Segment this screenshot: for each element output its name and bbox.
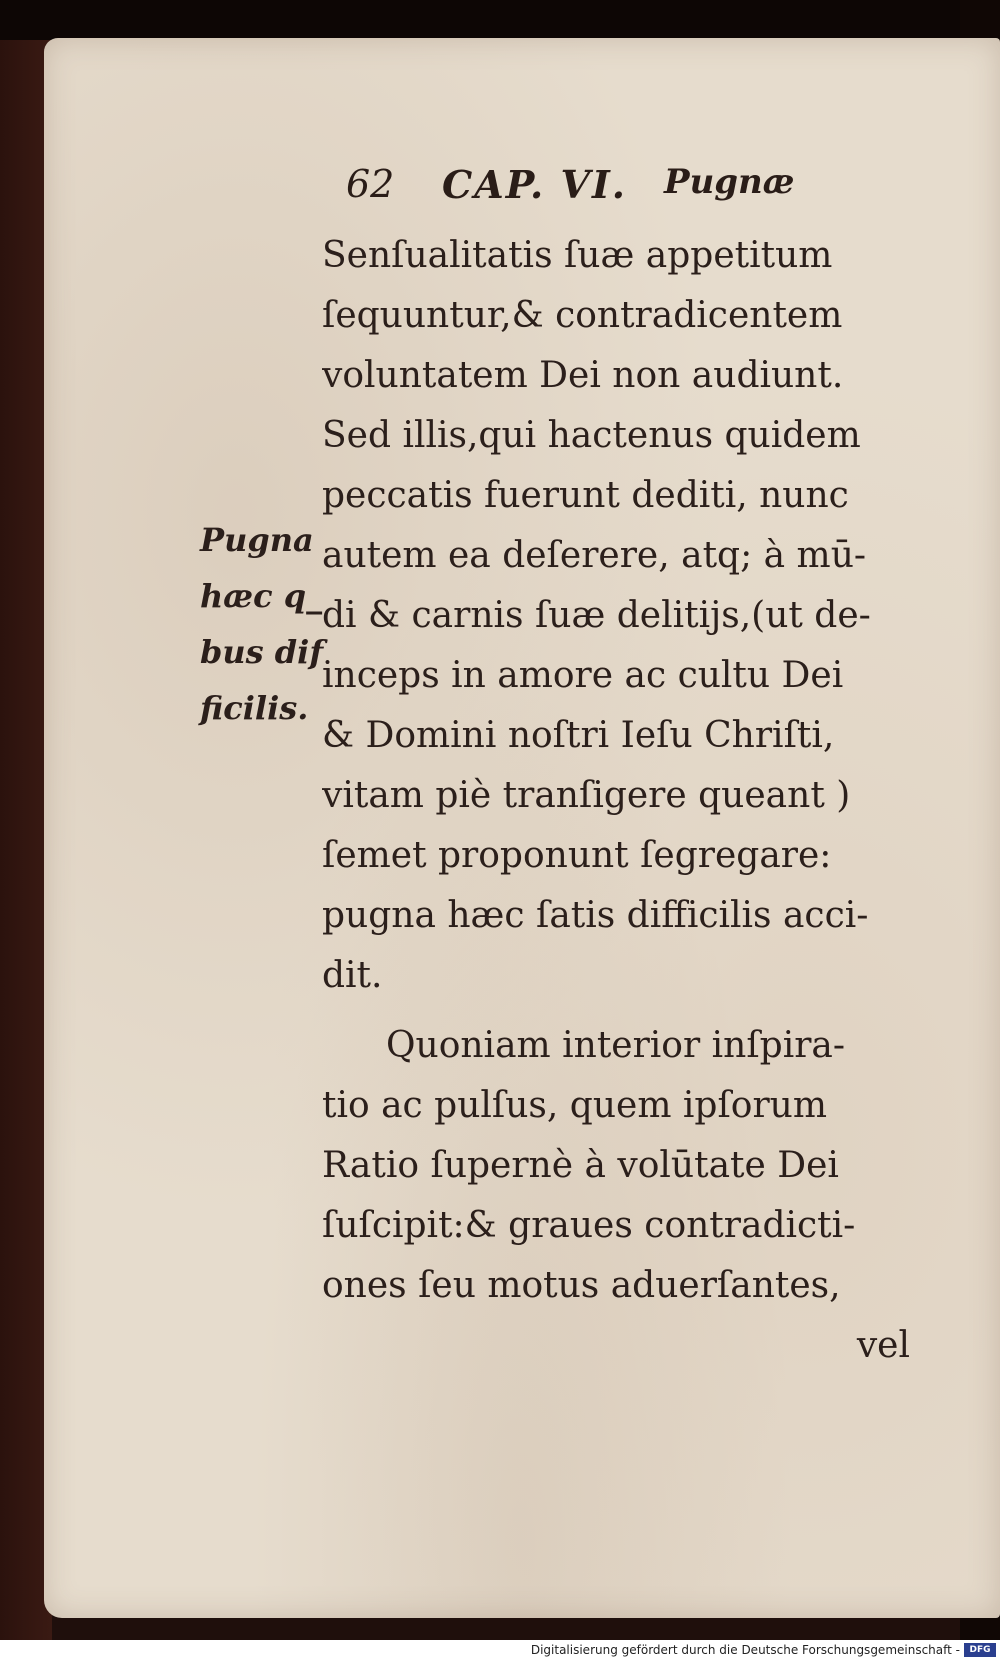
- body-text: [322, 226, 926, 1376]
- chapter-heading: CAP. VI.: [442, 162, 627, 207]
- text-line: Ratio ſupernè à volūtate Dei: [322, 1145, 839, 1186]
- paragraph-first-line: Quoniam interior inſpira-: [386, 1025, 846, 1066]
- text-line: tio ac pulſus, quem ipſorum: [322, 1085, 827, 1126]
- text-line: ſemet proponunt ſegregare:: [322, 835, 832, 876]
- text-line: ones ſeu motus aduerſantes,: [322, 1265, 841, 1306]
- marginal-note: [200, 512, 330, 736]
- text-line: ſequuntur,& contradicentem: [322, 295, 843, 336]
- running-head-word: Pugnæ: [664, 162, 795, 202]
- funding-notice: Digitalisierung gefördert durch die Deutsche Forschungsgemeinschaft -: [530, 1643, 960, 1657]
- text-line: inceps in amore ac cultu Dei: [322, 655, 844, 696]
- marginal-note-line: hæc q_: [200, 577, 323, 615]
- text-line: & Domini noſtri Ieſu Chriſti,: [322, 715, 835, 756]
- text-line: vitam piè tranſigere queant ): [322, 775, 851, 816]
- running-head: [346, 162, 906, 222]
- dfg-logo: DFG: [964, 1643, 996, 1657]
- text-line: di & carnis ſuæ delitijs,(ut de-: [322, 595, 871, 636]
- catchword: vel: [856, 1325, 910, 1366]
- marginal-note-line: ficilis.: [200, 689, 309, 727]
- text-line: voluntatem Dei non audiunt.: [322, 355, 844, 396]
- text-line: pugna hæc ſatis difficilis acci-: [322, 895, 869, 936]
- marginal-note-line: bus dif: [200, 633, 324, 671]
- text-line: Sed illis,qui hactenus quidem: [322, 415, 861, 456]
- page-number: 62: [346, 162, 395, 206]
- text-line: ſuſcipit:& graues contradicti-: [322, 1205, 856, 1246]
- marginal-note-line: Pugna: [200, 521, 314, 559]
- scan-top-edge: [0, 0, 1000, 40]
- text-line: peccatis fuerunt dediti, nunc: [322, 475, 849, 516]
- text-line: dit.: [322, 955, 383, 996]
- digitization-footer: [0, 1640, 1000, 1661]
- text-line: autem ea deſerere, atq; à mū-: [322, 535, 867, 576]
- text-line: Senſualitatis ſuæ appetitum: [322, 235, 833, 276]
